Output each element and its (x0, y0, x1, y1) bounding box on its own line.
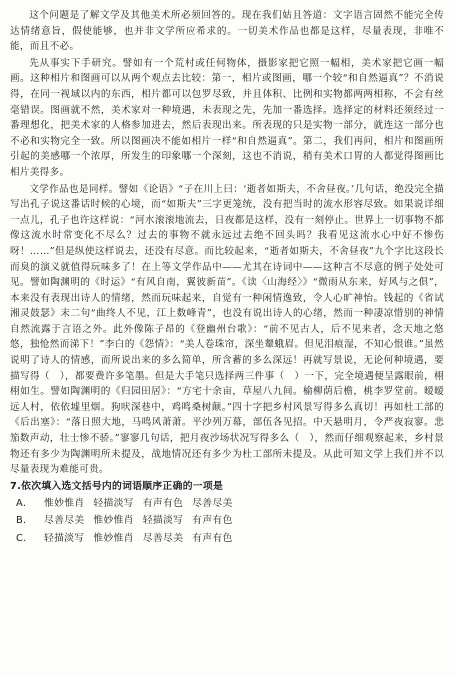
option-word: 有声有色 (192, 515, 233, 527)
option-letter: C. (16, 532, 27, 544)
option-word: 惟妙惟肖 (93, 515, 134, 527)
reading-passage (10, 8, 444, 478)
option-word: 尽善尽美 (192, 497, 233, 509)
option-word: 轻描淡写 (44, 532, 85, 544)
paragraph-1: 这个问题是了解文学及其他美术所必须回答的。现在我们姑且答道：文字语言固然不能完全传达情绪意旨，假使能够，也并非文学所应希求的。一切美术作品也都是这样，尽量表现，非唯不能，而且不必。 (10, 10, 444, 53)
option-a[interactable] (10, 495, 444, 513)
option-word: 惟妙惟肖 (44, 497, 85, 509)
option-b[interactable] (10, 512, 444, 530)
option-word: 尽善尽美 (44, 515, 85, 527)
option-letter: B. (16, 515, 27, 527)
option-word: 尽善尽美 (142, 532, 184, 544)
paragraph-2: 先从事实下手研究。譬如有一个荒村或任何物体，摄影家把它照一幅相，美术家把它画一幅画。这种相片和图画可以从两个观点去比较：第一，相片或图画，哪一个较“和自然逼真”？不消说得，在同一视域以内的东西，相片都可以包罗尽致，并且体积、比例和实物都两两相称，不会有丝毫错误。图画就不然，美术家对一种境遇，未表现之先，先加一番选择。选择定的材料还须经过一番理想化，把美术家的人格参加进去，然后表现出来。所表现的只是实物一部分，就连这一部分也不必和实物完全一致。所以图画决不能如相片一样“和自然逼真”。第二，我们再问，相片和图画所引起的美感哪一个浓厚，所发生的印象哪一个深刻，这也不消说，稍有美术口胃的人都觉得图画比相片美得多。 (10, 57, 444, 178)
option-word: 惟妙惟肖 (93, 532, 134, 544)
option-word: 轻描淡写 (142, 515, 184, 527)
option-word: 轻描淡写 (93, 497, 134, 509)
paragraph-3: 文学作品也是同样。譬如《论语》“子在川上曰：‘逝者如斯夫，不舍昼夜。’几句话，绝没完全描写出孔子说这番话时候的心境，而“如斯夫”三字更笼统，没有把当时的流水形容尽致。如果说详细一点儿，孔子也许这样说：“河水滚滚地流去，日夜都是这样，没有一刻停止。世界上一切事物不都像这流水时常变化不尽么？过去的事物不就永远过去绝不回头吗？我看见这流水心中好不惨伤呀！……”但是纵使这样说去，还没有尽意。而比较起来，“逝者如斯夫，不舍昼夜”九个字比这段长而臭的演义就值得玩味多了！在上等文学作品中——尤其在诗词中——这种言不尽意的例子处处可见。譬如陶渊明的《时运》“有风自南，翼彼新苗”。《读〈山海经〉》“微雨从东来，好风与之俱”，本来没有表现出诗人的情绪，然而玩味起来，自觉有一种闲情逸致，令人心旷神怡。钱起的《省试湘灵鼓瑟》末二句“曲终人不见，江上数峰青”，也没有说出诗人的心绪，然而一种凄凉惜别的神情自然流露于言语之外。此外像陈子昂的《登幽州台歌》：“前不见古人，后不见来者，念天地之悠悠，独怆然而涕下！”李白的《怨情》：“美人卷珠帘，深坐颦蛾眉。但见泪痕湿，不知心恨谁。”虽然说明了诗人的情感，而所说出来的多么简单，所含蓄的多么深远！再就写景说，无论何种境遇，要描写得（ ），都要费许多笔墨。但是大手笔只选择两三件事（ ）一下，完全境遇便呈露眼前，栩栩如生。譬如陶渊明的《归园田居》：“方宅十余亩，草屋八九间。榆柳荫后檐，桃李罗堂前。暧暧远人村，依依墟里烟。狗吠深巷中，鸡鸣桑树颠。”四十字把乡村风景写得多么真切！再如杜工部的《后出塞》：“落日照大地，马鸣风萧萧。平沙列万幕，部伍各见招。中天悬明月，令严夜寂寥。悲笳数声动，壮士惨不骄。”寥寥几句话，把月夜沙场状况写得多么（ ），然而仔细观察起来，乡村景物还有多少为陶渊明所未提及，战地情况还有多少为杜工部所未提及。从此可知文学上我们并不以尽量表现为难能可贵。 (10, 183, 444, 476)
option-letter: A. (16, 497, 27, 509)
question-stem: 7.依次填入选文括号内的词语顺序正确的一项是 (10, 480, 224, 492)
question-7 (10, 479, 444, 548)
option-word: 有声有色 (142, 497, 184, 509)
option-word: 有声有色 (192, 532, 233, 544)
option-c[interactable] (10, 530, 444, 548)
